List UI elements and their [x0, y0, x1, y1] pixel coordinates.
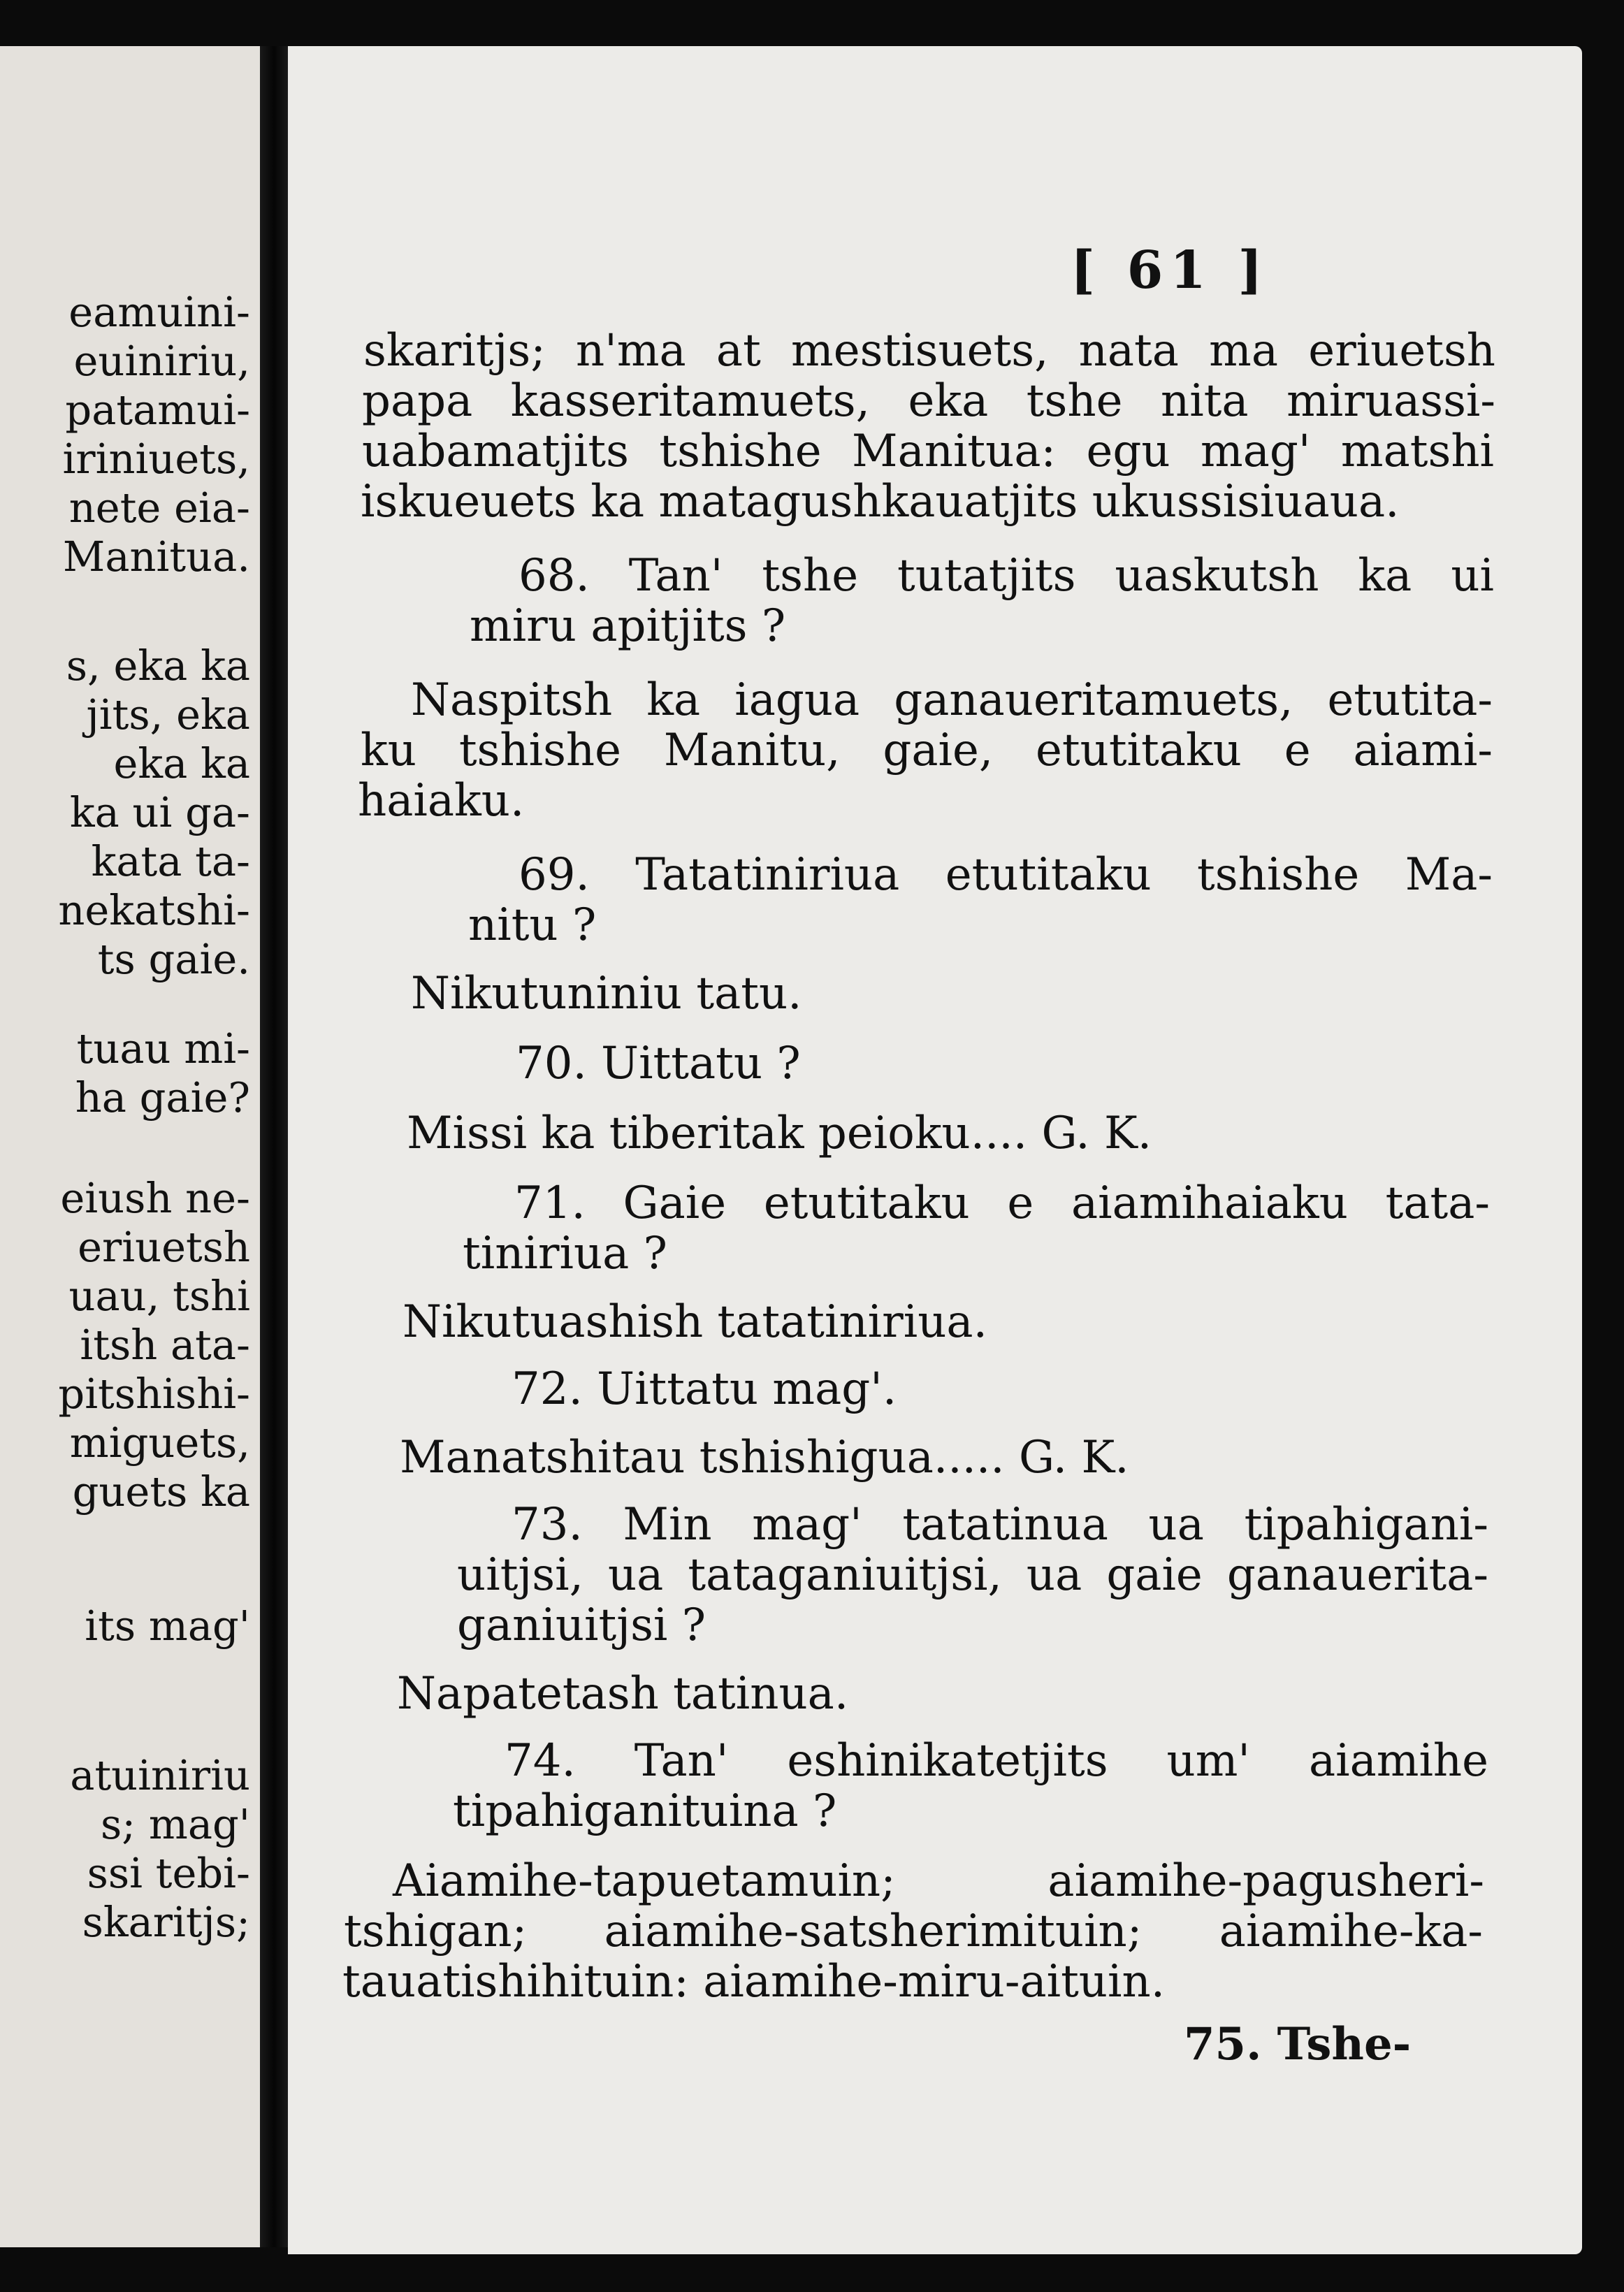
- left-fragment: ha gaie?: [75, 1073, 250, 1122]
- answer-line: ku tshishe Manitu, gaie, etutitaku e aiami-: [361, 725, 1493, 776]
- answer-line: Aiamihe-tapuetamuin; aiamihe-pagusheri-: [393, 1855, 1484, 1907]
- left-fragment: eriuetsh: [78, 1223, 250, 1271]
- left-fragment: iriniuets,: [62, 435, 250, 483]
- catchword: 75. Tshe-: [1184, 2018, 1412, 2070]
- answer-line: haiaku.: [358, 775, 525, 827]
- text-line: iskueuets ka matagushkauatjits ukussisiuaua.: [361, 476, 1400, 528]
- left-fragment: Manitua.: [62, 532, 250, 581]
- answer-line: Nikutuniniu tatu.: [411, 968, 802, 1020]
- question-72: 72. Uittatu mag'.: [512, 1363, 897, 1415]
- left-fragment: kata ta-: [91, 837, 250, 885]
- left-fragment: ka ui ga-: [69, 788, 250, 836]
- page-number: [ 61 ]: [1071, 240, 1270, 300]
- left-fragment: eiush ne-: [60, 1174, 250, 1222]
- answer-line: Napatetash tatinua.: [397, 1668, 849, 1720]
- left-fragment: ssi tebi-: [87, 1849, 250, 1897]
- text-line: ganiuitjsi ?: [457, 1600, 706, 1651]
- answer-line: Manatshitau tshishigua..... G. K.: [400, 1432, 1129, 1484]
- left-fragment: uau, tshi: [68, 1272, 250, 1320]
- text-line: papa kasseritamuets, eka tshe nita miruassi-: [362, 375, 1495, 427]
- text-line: tiniriua ?: [463, 1228, 667, 1279]
- left-fragment: s, eka ka: [66, 641, 250, 690]
- question-68: 68. Tan' tshe tutatjits uaskutsh ka ui: [519, 550, 1494, 602]
- answer-line: tauatishihituin: aiamihe-miru-aituin.: [342, 1956, 1166, 2008]
- previous-page-strip: [0, 46, 260, 2247]
- answer-line: Missi ka tiberitak peioku.... G. K.: [407, 1108, 1152, 1159]
- text-line: miru apitjits ?: [470, 600, 786, 652]
- text-line: tipahiganituina ?: [453, 1785, 837, 1837]
- left-fragment: eamuini-: [68, 288, 250, 336]
- left-fragment: ts gaie.: [97, 935, 250, 983]
- question-73: 73. Min mag' tatatinua ua tipahigani-: [512, 1499, 1488, 1551]
- answer-line: Nikutuashish tatatiniriua.: [403, 1296, 987, 1348]
- left-fragment: euiniriu,: [73, 337, 250, 385]
- left-fragment: nekatshi-: [58, 886, 250, 934]
- left-fragment: pitshishi-: [58, 1370, 250, 1418]
- answer-line: Naspitsh ka iagua ganaueritamuets, etutita-: [411, 674, 1493, 726]
- question-71: 71. Gaie etutitaku e aiamihaiaku tata-: [514, 1177, 1490, 1229]
- text-line: nitu ?: [468, 899, 597, 951]
- left-fragment: atuiniriu: [70, 1751, 250, 1799]
- main-page: [288, 46, 1582, 2254]
- left-fragment: miguets,: [69, 1419, 250, 1467]
- left-fragment: jits, eka: [86, 690, 250, 739]
- text-line: uitjsi, ua tataganiuitjsi, ua gaie ganauerita-: [457, 1549, 1488, 1601]
- question-69: 69. Tatatiniriua etutitaku tshishe Ma-: [519, 849, 1493, 901]
- book-gutter: [260, 46, 288, 2247]
- text-line: uabamatjits tshishe Manitua: egu mag' matshi: [362, 426, 1494, 477]
- text-line: skaritjs; n'ma at mestisuets, nata ma eriuetsh: [363, 325, 1495, 377]
- question-74: 74. Tan' eshinikatetjits um' aiamihe: [505, 1735, 1488, 1787]
- left-fragment: eka ka: [113, 739, 250, 788]
- left-fragment: tuau mi-: [76, 1024, 250, 1073]
- left-fragment: s; mag': [100, 1800, 250, 1848]
- left-fragment: guets ka: [72, 1467, 250, 1516]
- left-fragment: itsh ata-: [80, 1321, 250, 1369]
- answer-line: tshigan; aiamihe-satsherimituin; aiamihe-ka-: [344, 1906, 1483, 1957]
- left-fragment: skaritjs;: [82, 1898, 250, 1946]
- question-70: 70. Uittatu ?: [516, 1038, 801, 1089]
- left-fragment: nete eia-: [68, 484, 250, 532]
- left-fragment: its mag': [85, 1602, 250, 1650]
- left-fragment: patamui-: [65, 386, 250, 434]
